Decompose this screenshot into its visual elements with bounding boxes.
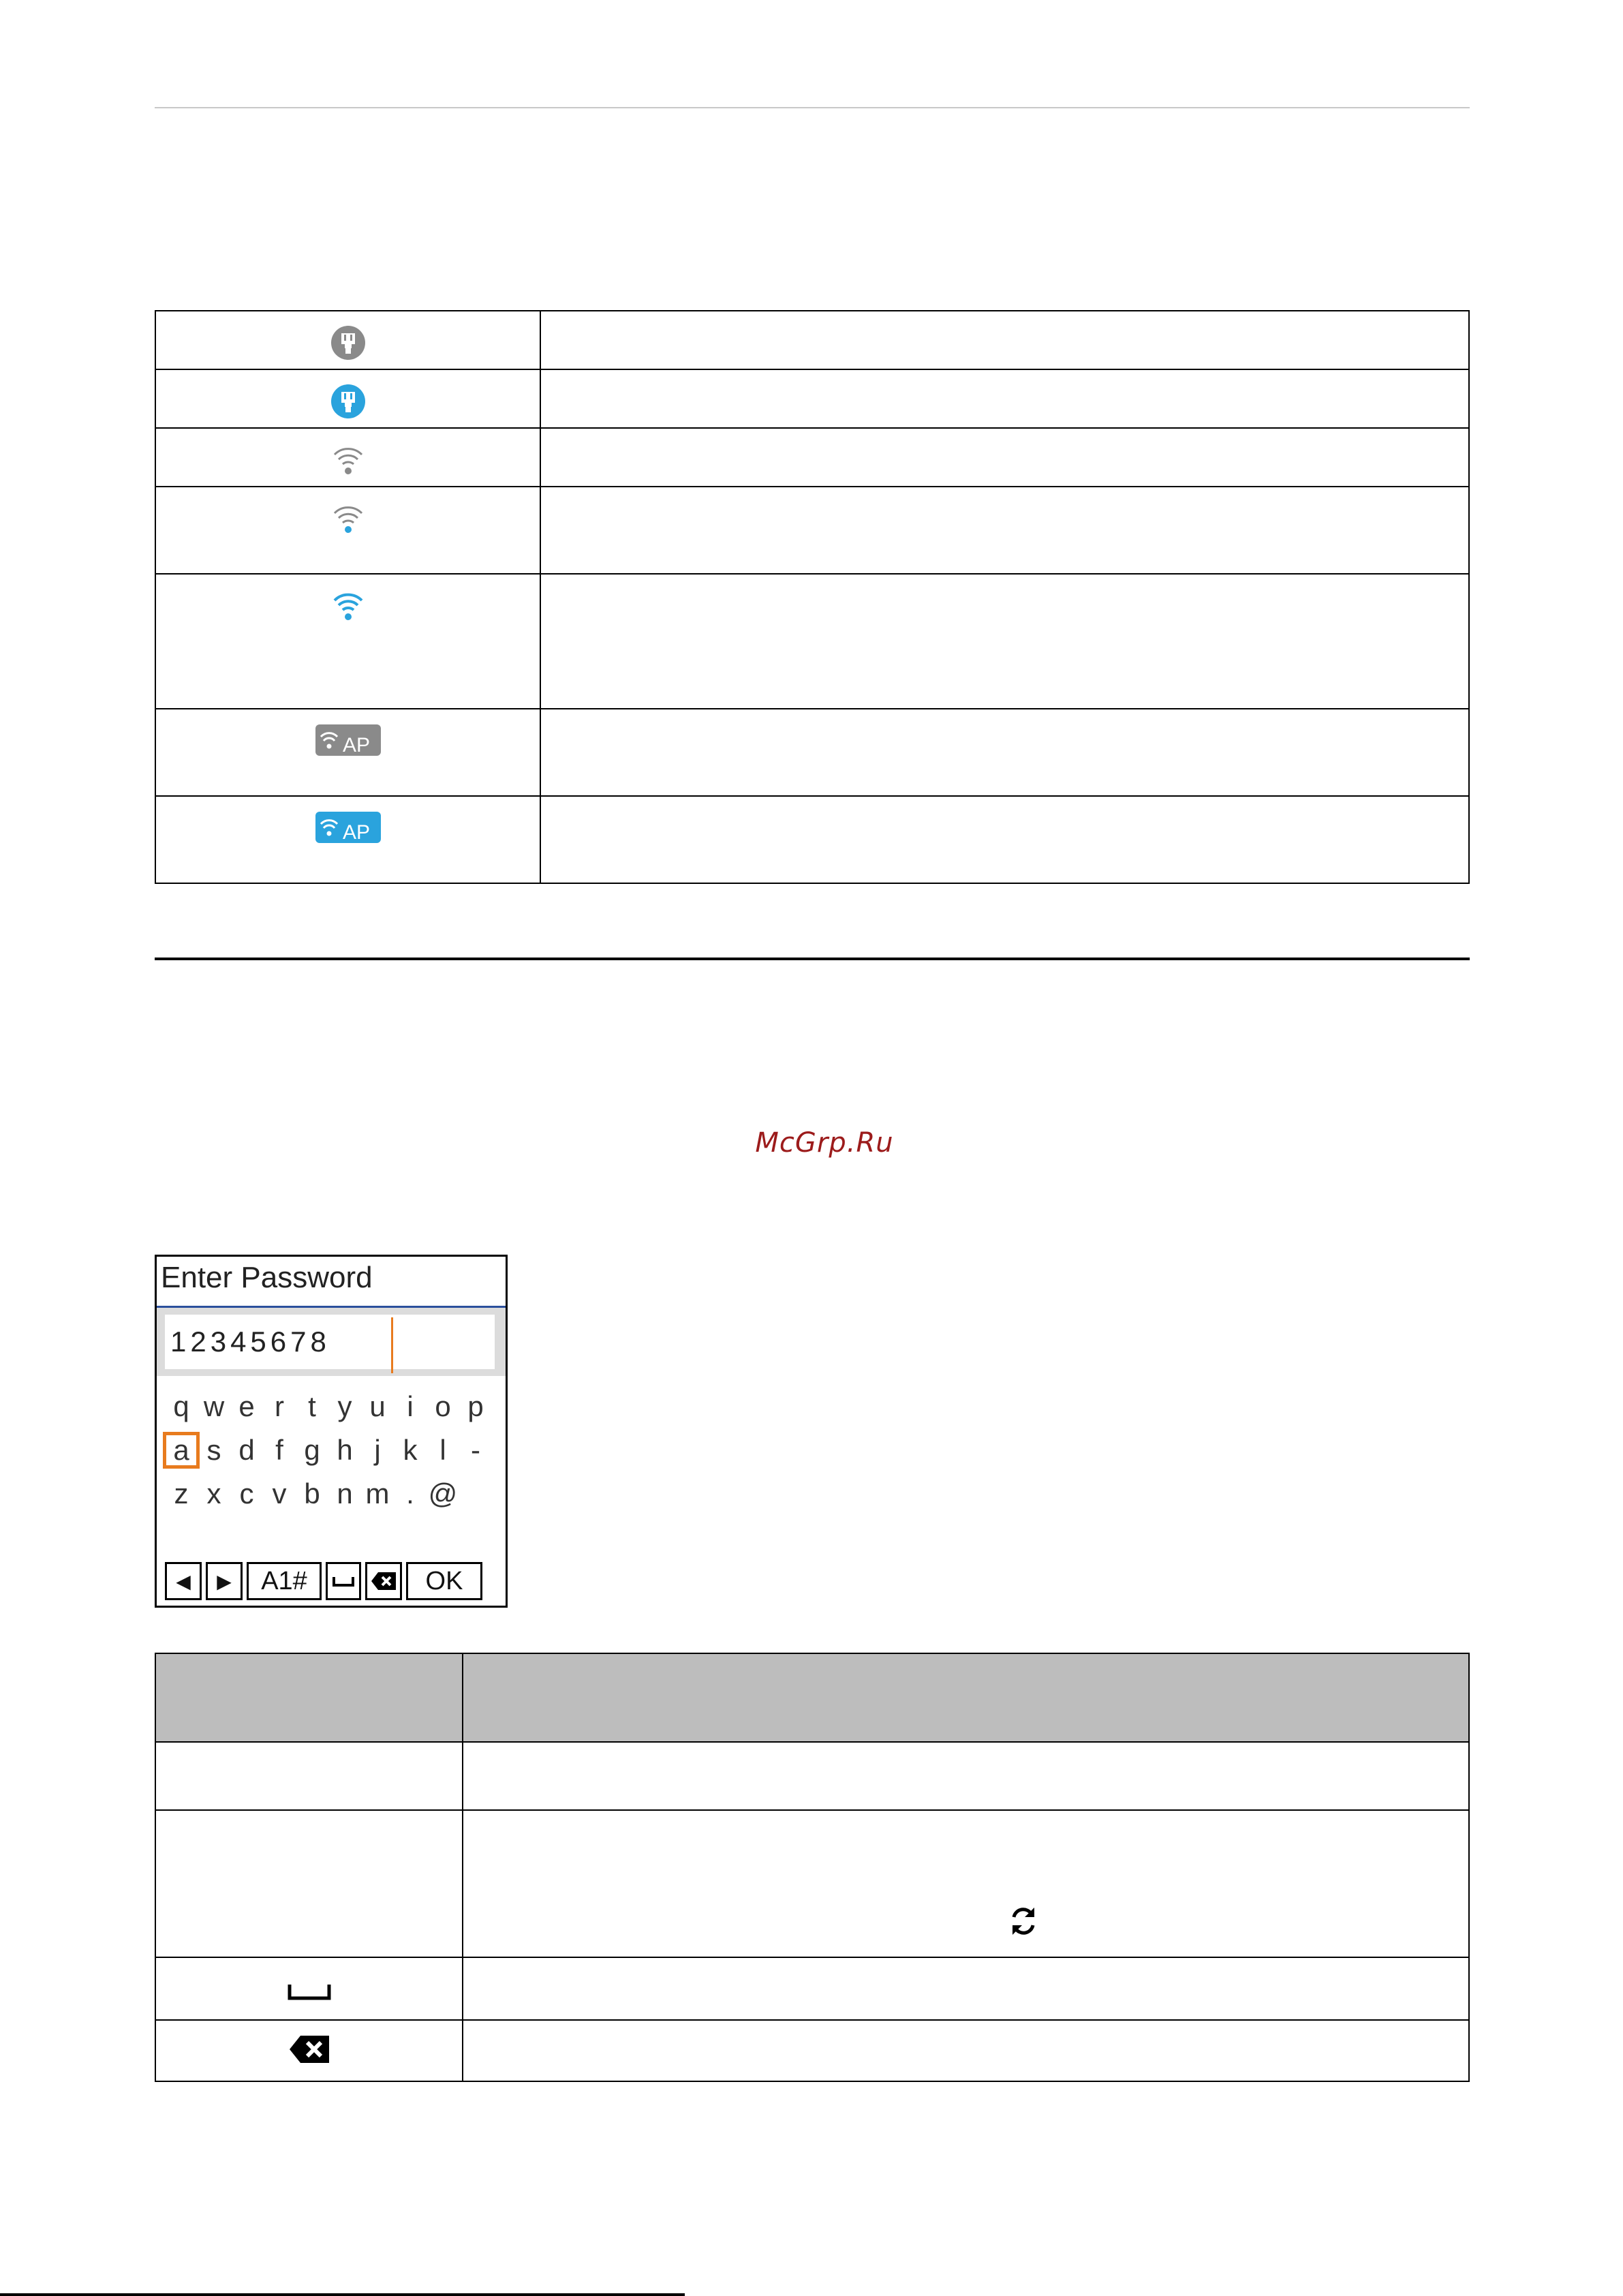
password-input-value: 12345678 bbox=[170, 1326, 330, 1358]
table-row bbox=[155, 796, 1469, 883]
table-row bbox=[155, 709, 1469, 796]
table-row bbox=[155, 1742, 1469, 1810]
table-row bbox=[155, 428, 1469, 487]
key-at[interactable]: @ bbox=[428, 1478, 458, 1510]
table-header-cell bbox=[155, 1653, 463, 1742]
space-icon bbox=[332, 1574, 355, 1588]
wifi-direct-ap-disabled-icon bbox=[315, 723, 381, 759]
key-i[interactable]: i bbox=[407, 1390, 414, 1422]
key-period[interactable]: . bbox=[406, 1478, 414, 1510]
key-j[interactable]: j bbox=[374, 1434, 381, 1466]
table-row bbox=[155, 487, 1469, 574]
table-row bbox=[155, 1957, 1469, 2020]
mode-switch-button[interactable]: A1# bbox=[247, 1562, 322, 1600]
key-p[interactable]: p bbox=[467, 1390, 484, 1422]
header-rule bbox=[155, 107, 1470, 108]
password-input[interactable] bbox=[165, 1315, 495, 1369]
refresh-icon bbox=[1008, 1903, 1038, 1939]
key-r[interactable]: r bbox=[275, 1390, 284, 1422]
table-row bbox=[155, 311, 1469, 369]
ethernet-disconnected-icon bbox=[330, 325, 366, 361]
key-c[interactable]: c bbox=[239, 1478, 254, 1510]
ok-button[interactable]: OK bbox=[406, 1562, 482, 1600]
key-description-table bbox=[155, 1653, 1470, 2082]
key-x[interactable]: x bbox=[206, 1478, 221, 1510]
table-header-cell bbox=[463, 1653, 1469, 1742]
table-row bbox=[155, 574, 1469, 709]
wifi-disabled-icon bbox=[330, 442, 366, 478]
key-w[interactable]: w bbox=[203, 1390, 225, 1422]
table-row bbox=[155, 1810, 1469, 1957]
backspace-icon bbox=[370, 1571, 397, 1591]
cursor-right-button[interactable]: ▶ bbox=[206, 1562, 243, 1600]
keyboard-row-3 bbox=[165, 1478, 459, 1510]
keyboard-toolbar bbox=[165, 1562, 482, 1600]
key-hyphen[interactable]: - bbox=[471, 1434, 480, 1466]
key-f[interactable]: f bbox=[275, 1434, 283, 1466]
section-rule bbox=[155, 958, 1470, 960]
key-l[interactable]: l bbox=[439, 1434, 446, 1466]
key-y[interactable]: y bbox=[337, 1390, 352, 1422]
key-o[interactable]: o bbox=[435, 1390, 451, 1422]
key-g[interactable]: g bbox=[304, 1434, 320, 1466]
key-e[interactable]: e bbox=[238, 1390, 255, 1422]
wifi-searching-icon bbox=[330, 501, 366, 536]
svg-text:AP: AP bbox=[342, 821, 370, 844]
table-row bbox=[155, 369, 1469, 428]
key-u[interactable]: u bbox=[369, 1390, 386, 1422]
password-entry-screen bbox=[155, 1255, 508, 1608]
watermark: McGrp.Ru bbox=[755, 1127, 894, 1159]
key-a[interactable]: a bbox=[165, 1434, 198, 1467]
text-caret bbox=[391, 1317, 393, 1373]
svg-text:AP: AP bbox=[342, 734, 370, 756]
table-header-row bbox=[155, 1653, 1469, 1742]
backspace-key-icon bbox=[288, 2034, 330, 2064]
delete-button[interactable] bbox=[365, 1562, 402, 1600]
key-k[interactable]: k bbox=[403, 1434, 418, 1466]
table-row bbox=[155, 2020, 1469, 2081]
key-n[interactable]: n bbox=[337, 1478, 353, 1510]
key-m[interactable]: m bbox=[365, 1478, 390, 1510]
key-z[interactable]: z bbox=[174, 1478, 189, 1510]
cursor-left-button[interactable]: ◀ bbox=[165, 1562, 202, 1600]
key-s[interactable]: s bbox=[206, 1434, 221, 1466]
keyboard-row-2 bbox=[165, 1434, 492, 1467]
space-key-icon bbox=[287, 1980, 332, 2002]
ethernet-connected-icon bbox=[330, 384, 366, 419]
screen-title: Enter Password bbox=[161, 1261, 373, 1294]
keyboard-row-1 bbox=[165, 1390, 492, 1423]
key-h[interactable]: h bbox=[337, 1434, 353, 1466]
wifi-direct-ap-enabled-icon bbox=[315, 810, 381, 846]
space-button[interactable] bbox=[326, 1562, 361, 1600]
status-icon-table bbox=[155, 310, 1470, 884]
key-d[interactable]: d bbox=[238, 1434, 255, 1466]
key-v[interactable]: v bbox=[272, 1478, 287, 1510]
password-input-wrap bbox=[157, 1308, 506, 1376]
key-t[interactable]: t bbox=[308, 1390, 316, 1422]
footer-rule bbox=[0, 2293, 685, 2296]
key-q[interactable]: q bbox=[173, 1390, 189, 1422]
key-b[interactable]: b bbox=[304, 1478, 320, 1510]
wifi-connected-icon bbox=[330, 588, 366, 624]
